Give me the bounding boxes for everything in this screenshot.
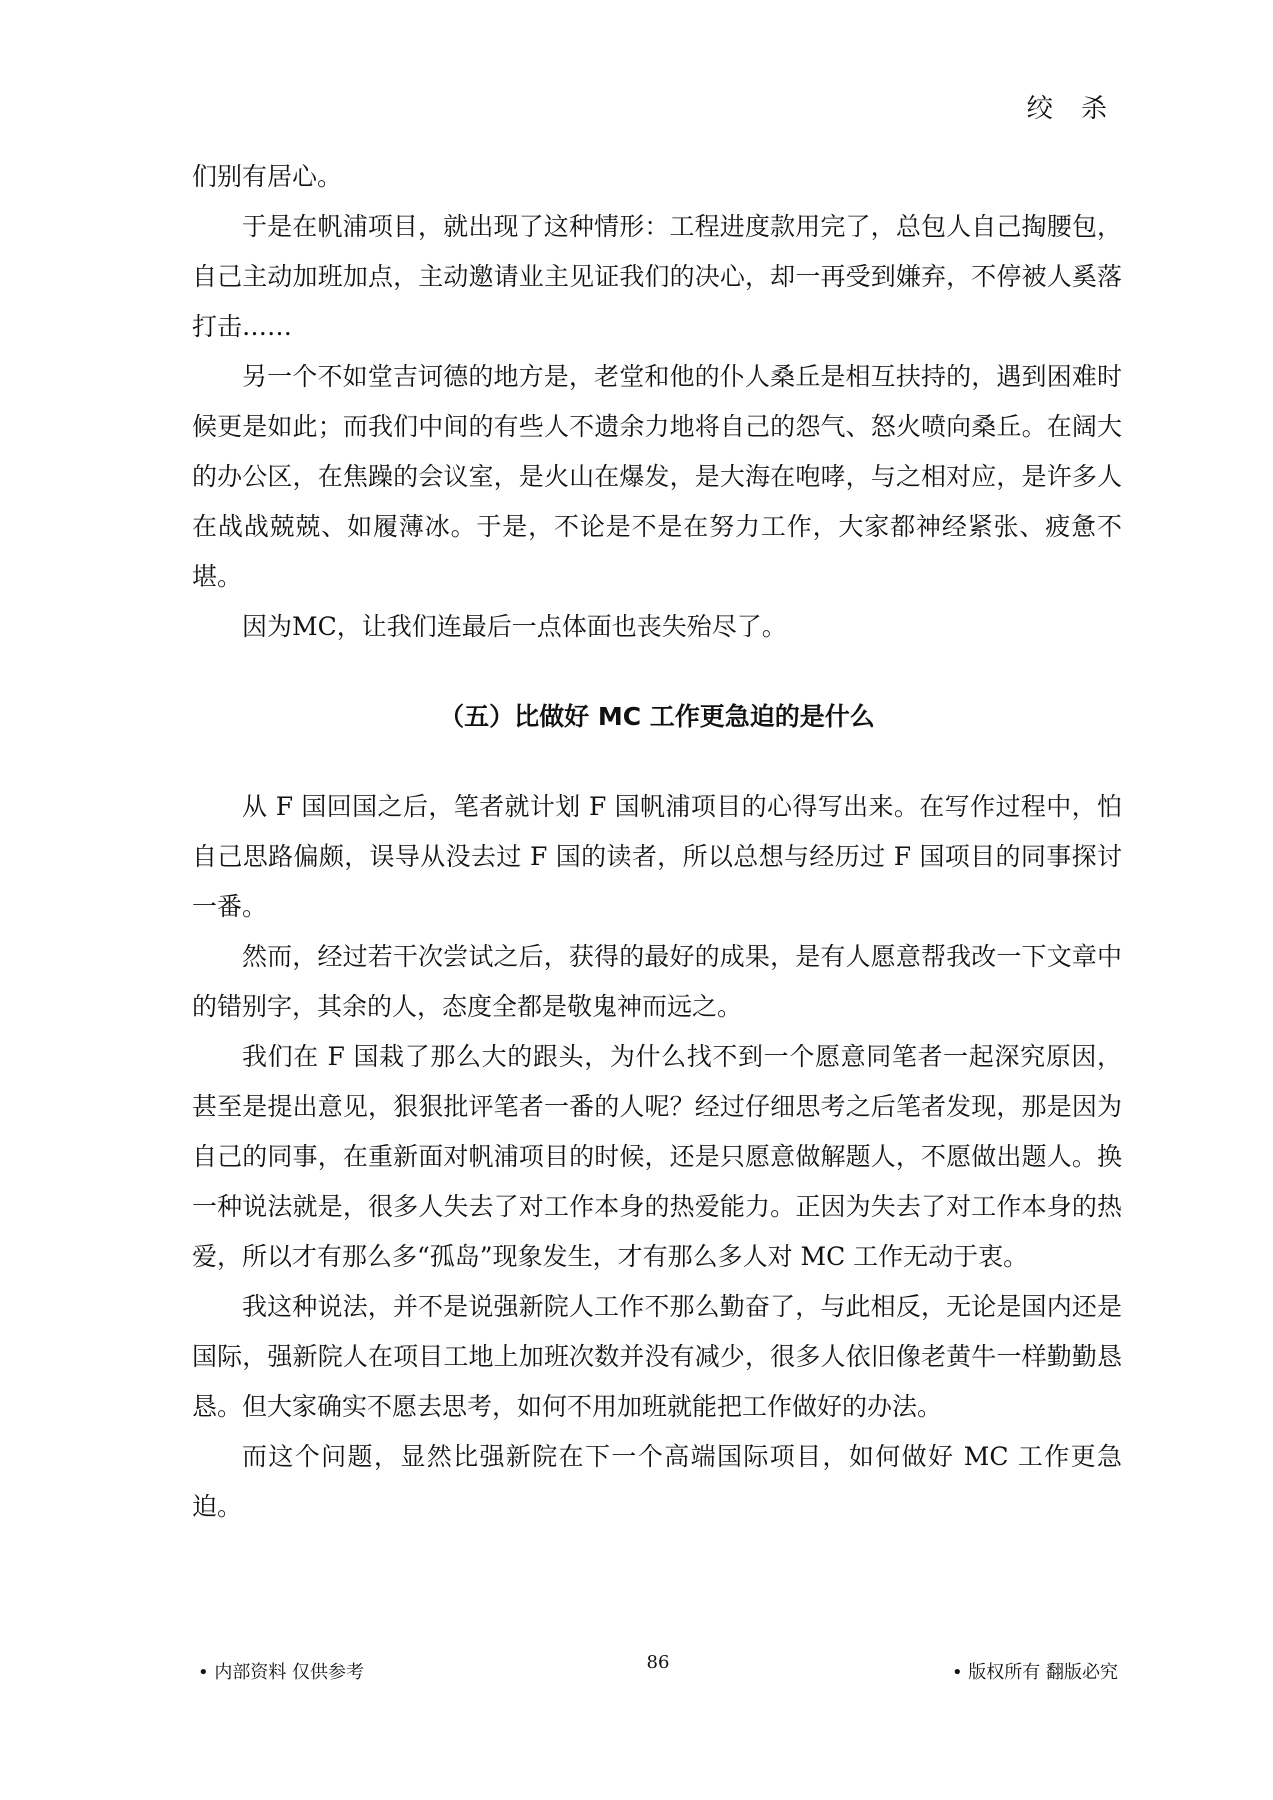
paragraph: 我这种说法，并不是说强新院人工作不那么勤奋了，与此相反，无论是国内还是国际，强新院人在项目工地上加班次数并没有减少，很多人依旧像老黄牛一样勤勤恳恳。但大家确实不愿去思考，如何不用加班就能把工作做好的办法。	[192, 1292, 1122, 1421]
paragraph: 而这个问题，显然比强新院在下一个高端国际项目，如何做好 MC 工作更急迫。	[192, 1442, 1122, 1521]
paragraph: 于是在帆浦项目，就出现了这种情形：工程进度款用完了，总包人自己掏腰包，自己主动加班加点，主动邀请业主见证我们的决心，却一再受到嫌弃，不停被人奚落打击……	[192, 212, 1122, 341]
paragraph: 然而，经过若干次尝试之后，获得的最好的成果，是有人愿意帮我改一下文章中的错别字，其余的人，态度全都是敬鬼神而远之。	[192, 942, 1122, 1021]
paragraph: 从 F 国回国之后，笔者就计划 F 国帆浦项目的心得写出来。在写作过程中，怕自己思路偏颇，误导从没去过 F 国的读者，所以总想与经历过 F 国项目的同事探讨一番。	[192, 792, 1122, 921]
paragraph: 因为MC，让我们连最后一点体面也丧失殆尽了。	[242, 612, 787, 641]
paragraph: 们别有居心。	[192, 162, 343, 191]
paragraph: 另一个不如堂吉诃德的地方是，老堂和他的仆人桑丘是相互扶持的，遇到困难时候更是如此；而我们中间的有些人不遗余力地将自己的怨气、怒火喷向桑丘。在阔大的办公区，在焦躁的会议室，是火山在爆发，是大海在咆哮，与之相对应，是许多人在战战兢兢、如履薄冰。于是，不论是不是在努力工作，大家都神经紧张、疲惫不堪。	[192, 362, 1122, 591]
page-number: 86	[646, 1652, 670, 1673]
running-header: 绞 杀	[1026, 94, 1117, 124]
section-heading: （五）比做好 MC 工作更急迫的是什么	[439, 702, 875, 731]
page-body	[192, 152, 1122, 1532]
footer-copyright-note: • 版权所有 翻版必究	[951, 1662, 1118, 1683]
footer-internal-note: • 内部资料 仅供参考	[198, 1662, 365, 1683]
paragraph: 我们在 F 国栽了那么大的跟头，为什么找不到一个愿意同笔者一起深究原因，甚至是提出意见，狠狠批评笔者一番的人呢？经过仔细思考之后笔者发现，那是因为自己的同事，在重新面对帆浦项目的时候，还是只愿意做解题人，不愿做出题人。换一种说法就是，很多人失去了对工作本身的热爱能力。正因为失去了对工作本身的热爱，所以才有那么多“孤岛”现象发生，才有那么多人对 MC 工作无动于衷。	[192, 1042, 1122, 1271]
page-footer	[198, 1652, 1118, 1688]
